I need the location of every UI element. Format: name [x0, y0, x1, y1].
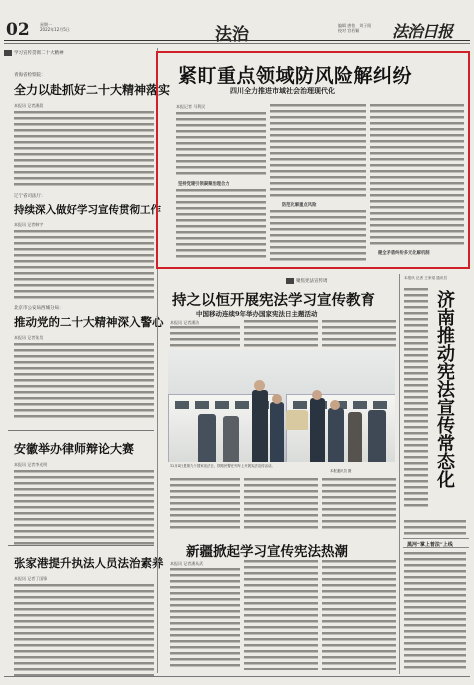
feature-body-4: [270, 210, 366, 264]
right-body-3: [404, 552, 466, 670]
right-vertical-headline: 济南推动宪法宣传常态化: [434, 290, 455, 488]
feature-byline: 本报记者 马利民: [176, 104, 206, 109]
article-body: [14, 343, 154, 421]
middle-body-3: [322, 320, 396, 348]
middle-headline: 持之以恒开展宪法学习宣传教育: [172, 292, 375, 309]
right-byline: 本报讯 记者 王家梁 通讯员: [404, 276, 447, 280]
feature-subhead-2: 防范化解重点风险: [282, 203, 317, 208]
article-headline: 安徽举办律师辩论大赛: [14, 442, 135, 456]
article-byline: 本报讯 记者张昊: [14, 335, 44, 340]
editors: [338, 23, 371, 33]
series-tag-label: 学习宣传贯彻二十大精神: [14, 50, 64, 56]
bottom-body-1: [170, 568, 240, 670]
feature-headline: 紧盯重点领域防风险解纠纷: [178, 65, 413, 87]
series-tag: [4, 48, 154, 57]
section-title: 法治: [215, 25, 249, 45]
article-kicker: 辽宁省司法厅：: [14, 194, 46, 199]
article-body: [14, 111, 154, 189]
divider: [8, 545, 154, 546]
middle-body-4: [170, 478, 240, 532]
bottom-byline: 本报讯 记者潘从武: [170, 561, 204, 566]
masthead-rule-thin: [4, 43, 470, 44]
feature-subheadline: 四川全力推进市域社会治理现代化: [230, 86, 335, 95]
date: 2022年12月5日: [40, 27, 70, 32]
article-headline: 全力以赴抓好二十大精神落实: [14, 83, 171, 97]
middle-subheadline: 中国移动连续9年举办国家宪法日主题活动: [196, 310, 318, 318]
middle-body-5: [244, 478, 318, 532]
divider: [8, 430, 154, 431]
middle-byline: 本报讯 记者潘洁: [170, 320, 200, 325]
middle-body-6: [322, 478, 396, 532]
tag-marker-icon: [286, 278, 294, 284]
article-headline: 持续深入做好学习宣传贯彻工作: [14, 204, 161, 216]
middle-tag-label: 聚焦宪法宣传周: [296, 278, 328, 284]
right-body-1: [404, 288, 428, 510]
article-body: [14, 470, 154, 548]
article-byline: 本报讯 记者韩宇: [14, 222, 44, 227]
feature-body-1: [176, 112, 266, 178]
article-kicker: 北京市公安局西城分局：: [14, 306, 64, 311]
newspaper-logo: 法治日报: [392, 22, 453, 41]
masthead-rule: [4, 40, 470, 41]
editors-line-1: 编辑 唐怡 刘子阳: [338, 23, 372, 28]
right-body-2: [404, 520, 466, 536]
page-number: 02: [6, 20, 30, 40]
article-kicker: 青海省检察院：: [14, 73, 46, 78]
article-liaoning: [14, 193, 161, 300]
article-beijing: [14, 305, 164, 421]
bottom-body-2: [244, 560, 318, 670]
article-byline: 本报讯 记者李光明: [14, 462, 48, 467]
bottom-headline: 新疆掀起学习宣传宪法热潮: [186, 544, 348, 560]
middle-body-1: [170, 326, 240, 348]
feature-body-2: [176, 189, 266, 261]
editors-line-2: 校对 宫若颖: [338, 28, 360, 33]
feature-subhead-3: 健全矛盾纠纷多元化解机制: [378, 251, 430, 256]
article-anhui: [14, 440, 154, 548]
weekday: 星期一: [40, 22, 52, 27]
feature-body-3: [270, 104, 366, 200]
bottom-body-3: [322, 560, 396, 670]
middle-tag: [286, 276, 328, 285]
news-photo: [168, 350, 395, 462]
issue-date: [40, 22, 70, 32]
right-sub-box: 黑河“掌上普法”上线: [403, 538, 469, 548]
article-byline: 本报讯 记者潘晨: [14, 103, 44, 108]
middle-body-2: [244, 320, 318, 348]
feature-body-5: [370, 104, 464, 248]
article-qinghai: [14, 72, 171, 189]
feature-subhead-1: 坚持党建引领凝聚治理合力: [178, 182, 230, 187]
photo-caption: 12月4日是第九个国家宪法日，铁路民警在列车上开展宪法宣传活动。: [170, 464, 275, 468]
tag-marker-icon: [4, 50, 12, 56]
footer-rule: [4, 676, 470, 677]
article-byline: 本报讯 记者丁国锋: [14, 576, 48, 581]
article-body: [14, 584, 154, 680]
article-headline: 张家港提升执法人员法治素养: [14, 556, 164, 570]
article-zhangjiagang: [14, 555, 164, 680]
article-headline: 推动党的二十大精神深入警心: [14, 315, 164, 329]
column-divider: [399, 274, 400, 674]
photo-credit: 本报通讯员 摄: [330, 469, 352, 473]
left-column: [4, 48, 154, 57]
article-body: [14, 230, 154, 300]
